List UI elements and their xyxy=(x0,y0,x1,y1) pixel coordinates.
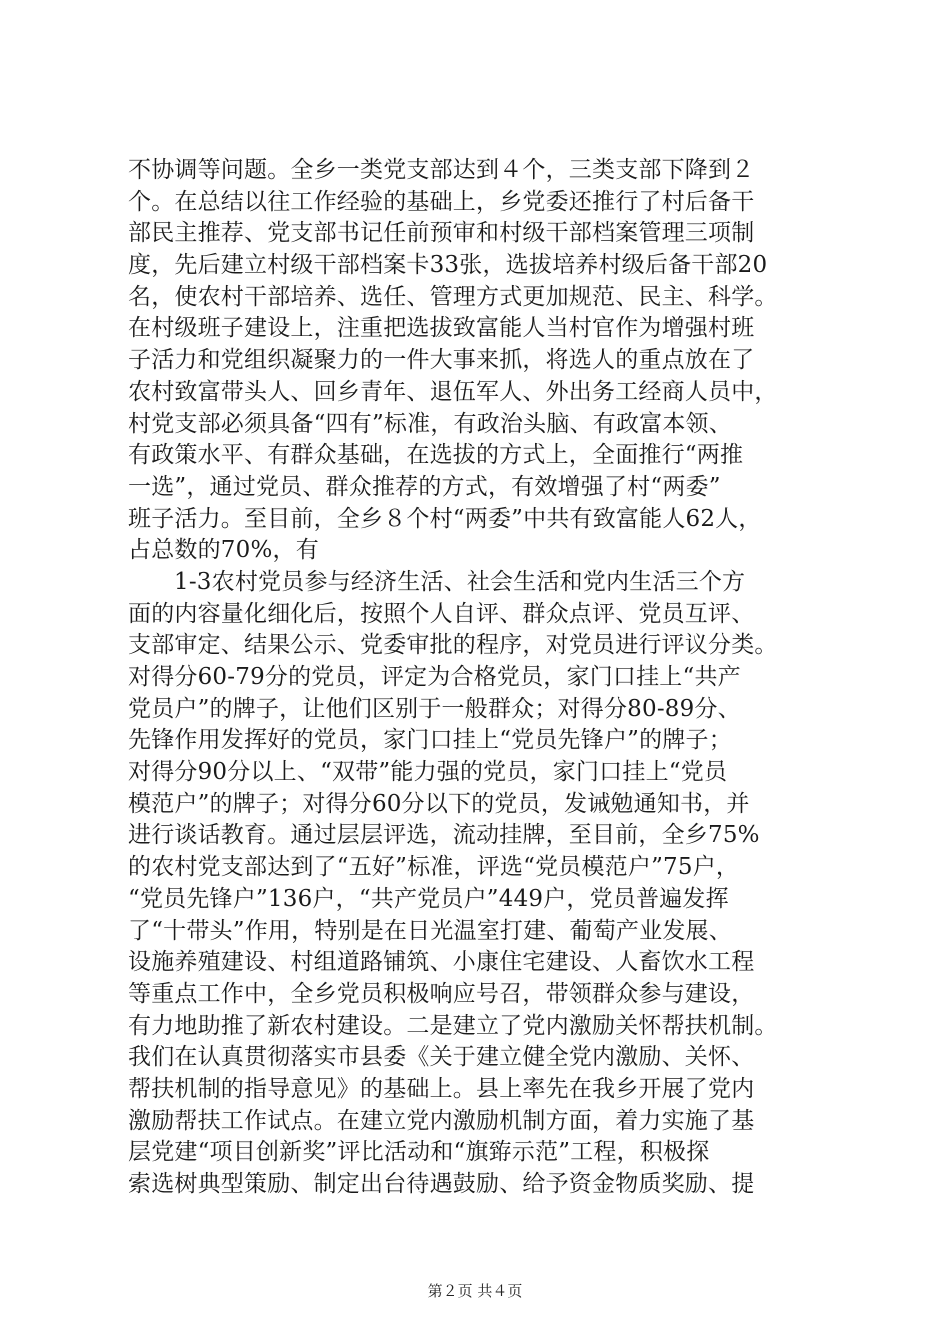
text-line: 面的内容量化细化后，按照个人自评、群众点评、党员互评、 xyxy=(128,600,755,627)
text-line: 激励帮扶工作试点。在建立党内激励机制方面，着力实施了基 xyxy=(128,1107,755,1134)
text-line: 部民主推荐、党支部书记任前预审和村级干部档案管理三项制 xyxy=(128,220,755,247)
text-line: 设施养殖建设、村组道路铺筑、小康住宅建设、人畜饮水工程 xyxy=(128,949,755,976)
page-number-footer: 第２页 共４页 xyxy=(427,1282,523,1300)
text-line: 党员户”的牌子，让他们区别于一般群众；对得分80-89分、 xyxy=(128,695,741,722)
document-body xyxy=(128,155,838,1201)
text-line: 对得分90分以上、“双带”能力强的党员，家门口挂上“党员 xyxy=(128,759,728,786)
text-line: 一选”，通过党员、群众推荐的方式，有效增强了村“两委” xyxy=(128,473,721,500)
text-line: 帮扶机制的指导意见》的基础上。县上率先在我乡开展了党内 xyxy=(128,1075,755,1102)
text-line: 村党支部必须具备“四有”标准，有政治头脑、有政富本领、 xyxy=(128,410,732,437)
text-line: “党员先锋户”136户，“共产党员户”449户，党员普遍发挥 xyxy=(128,885,729,912)
text-line: 度，先后建立村级干部档案卡33张，选拔培养村级后备干部20 xyxy=(128,252,768,279)
text-line: 了“十带头”作用，特别是在日光温室打建、葡萄产业发展、 xyxy=(128,917,732,944)
text-line: 有力地助推了新农村建设。二是建立了党内激励关怀帮扶机制。 xyxy=(128,1012,778,1039)
text-line: 模范户”的牌子；对得分60分以下的党员，发诫勉通知书，并 xyxy=(128,790,750,817)
text-line: 在村级班子建设上，注重把选拔致富能人当村官作为增强村班 xyxy=(128,315,755,342)
text-line: 支部审定、结果公示、党委审批的程序，对党员进行评议分类。 xyxy=(128,632,778,659)
text-line: 先锋作用发挥好的党员，家门口挂上“党员先锋户”的牌子； xyxy=(128,727,732,754)
text-line: 进行谈话教育。通过层层评选，流动挂牌，至目前，全乡75% xyxy=(128,822,760,849)
text-line: 对得分60-79分的党员，评定为合格党员，家门口挂上“共产 xyxy=(128,664,741,690)
text-line: 子活力和党组织凝聚力的一件大事来抓，将选人的重点放在了 xyxy=(128,347,755,374)
text-line: 占总数的70%，有 xyxy=(128,537,319,564)
text-line: 不协调等问题。全乡一类党支部达到４个，三类支部下降到２ xyxy=(128,157,755,183)
text-line: 的农村党支部达到了“五好”标准，评选“党员模范户”75户， xyxy=(128,854,740,881)
text-line: 个。在总结以往工作经验的基础上，乡党委还推行了村后备干 xyxy=(128,188,755,215)
text-line: 名，使农村干部培养、选任、管理方式更加规范、民主、科学。 xyxy=(128,283,778,310)
text-line: 班子活力。至目前，全乡８个村“两委”中共有致富能人62人， xyxy=(128,505,762,532)
text-line: 农村致富带头人、回乡青年、退伍军人、外出务工经商人员中， xyxy=(128,378,778,405)
paragraph-start-line: 1-3农村党员参与经济生活、社会生活和党内生活三个方 xyxy=(174,568,746,595)
text-line: 层党建“项目创新奖”评比活动和“旗臶示范”工程，积极探 xyxy=(128,1139,710,1166)
text-line: 有政策水平、有群众基础，在选拔的方式上，全面推行“两推 xyxy=(128,442,744,469)
text-line: 等重点工作中，全乡党员积极响应号召，带领群众参与建设， xyxy=(128,980,755,1007)
text-line: 我们在认真贯彻落实市县委《关于建立健全党内激励、关怀、 xyxy=(128,1044,755,1071)
text-line: 索选树典型策励、制定出台待遇鼓励、给予资金物质奖励、提 xyxy=(128,1171,755,1197)
